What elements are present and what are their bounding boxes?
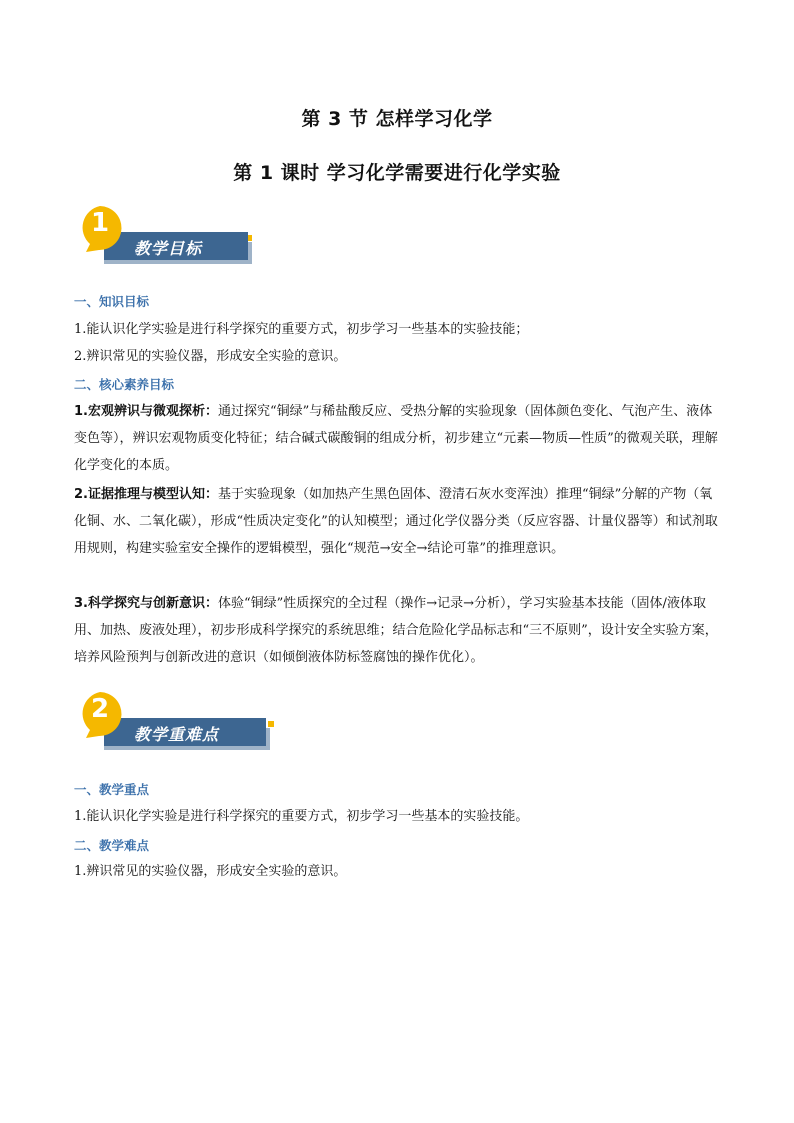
core-goal-1 (74, 398, 722, 479)
key-point-1: 1.能认识化学实验是进行科学探究的重要方式，初步学习一些基本的实验技能。 (74, 809, 529, 824)
core-goal-2 (74, 481, 722, 562)
core-goal-3-title: 3.科学探究与创新意识： (74, 596, 218, 611)
badge-teaching-goals (76, 206, 276, 268)
core-goal-1-title: 1.宏观辨识与微观探析： (74, 404, 218, 419)
knowledge-item-2: 2.辨识常见的实验仪器，形成安全实验的意识。 (74, 349, 347, 364)
heading-key-points: 一、教学重点 (74, 782, 150, 797)
heading-knowledge-goals: 一、知识目标 (74, 294, 150, 309)
knowledge-item-1: 1.能认识化学实验是进行科学探究的重要方式，初步学习一些基本的实验技能； (74, 322, 529, 337)
core-goal-3 (74, 590, 722, 671)
heading-core-goals: 二、核心素养目标 (74, 377, 175, 392)
section-title: 第 3 节 怎样学习化学 (301, 108, 493, 130)
lesson-title: 第 1 课时 学习化学需要进行化学实验 (233, 162, 561, 184)
badge-key-points (76, 692, 276, 754)
core-goal-1-text: 通过探究“铜绿”与稀盐酸反应、受热分解的实验现象（固体颜色变化、气泡产生、液体变色等），辨识宏观物质变化特征；结合碱式碳酸铜的组成分析，初步建立“元素—物质—性质”的微观关联，理解化学变化的本质。 (74, 404, 718, 473)
difficult-point-1: 1.辨识常见的实验仪器，形成安全实验的意识。 (74, 864, 347, 879)
badge-label: 教学目标 (134, 239, 203, 258)
core-goal-3-text: 体验“铜绿”性质探究的全过程（操作→记录→分析），学习实验基本技能（固体/液体取用、加热、废液处理），初步形成科学探究的系统思维；结合危险化学品标志和“三不原则”，设计安全实验方案，培养风险预判与创新改进的意识（如倾倒液体防标签腐蚀的操作优化）。 (74, 596, 718, 665)
core-goal-2-title: 2.证据推理与模型认知： (74, 487, 218, 502)
core-goal-2-text: 基于实验现象（如加热产生黑色固体、澄清石灰水变浑浊）推理“铜绿”分解的产物（氧化铜、水、二氧化碳），形成“性质决定变化”的认知模型；通过化学仪器分类（反应容器、计量仪器等）和试剂取用规则，构建实验室安全操作的逻辑模型，强化“规范→安全→结论可靠”的推理意识。 (74, 487, 718, 556)
badge-label: 教学重难点 (134, 725, 220, 744)
badge-number: 1 (90, 208, 110, 238)
heading-difficult-points: 二、教学难点 (74, 838, 150, 853)
badge-number: 2 (90, 694, 110, 724)
